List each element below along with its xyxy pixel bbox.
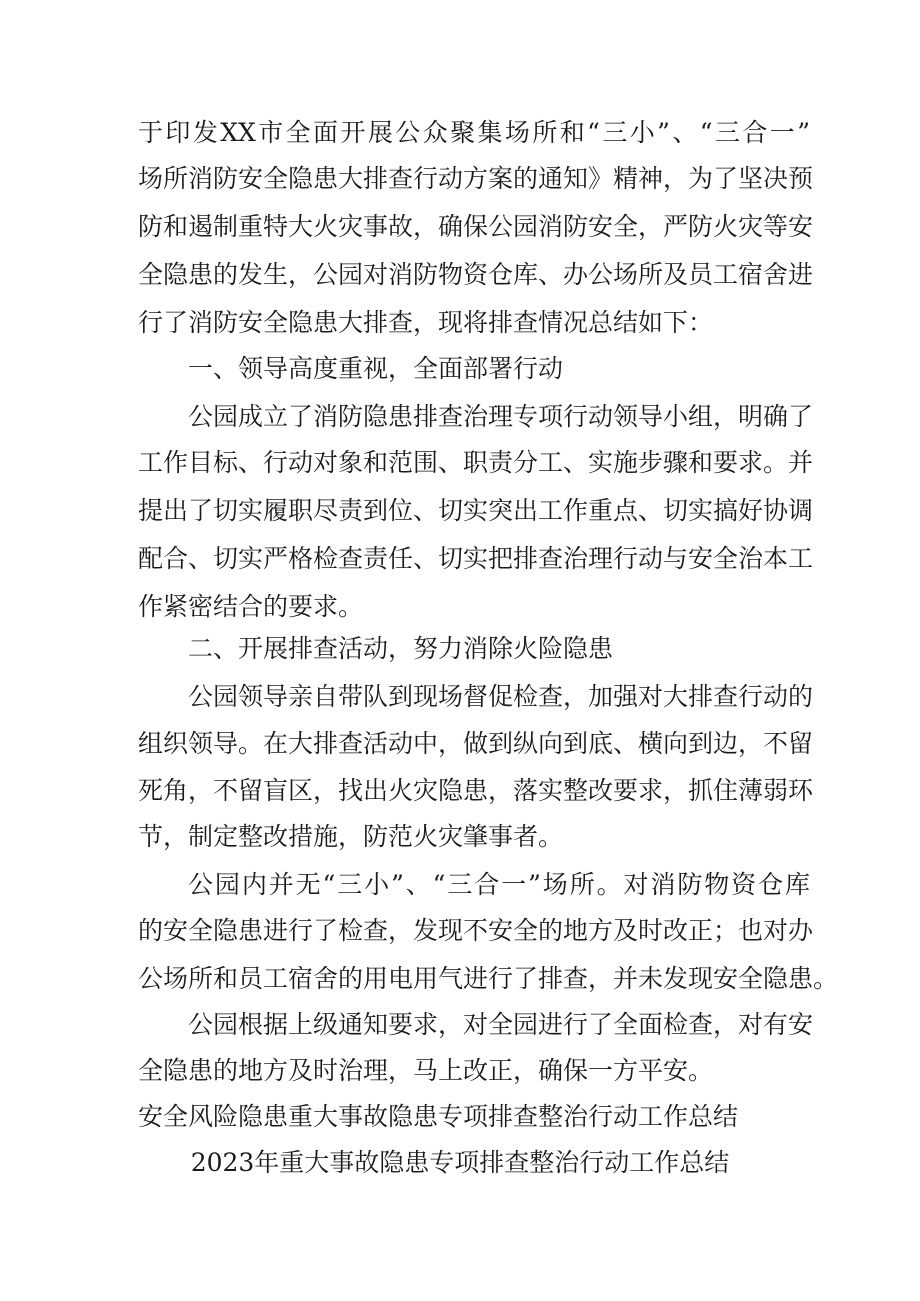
paragraph-line: 公园内并无“三小”、“三合一”场所。对消防物资仓库 (188, 870, 810, 899)
paragraph-line: 场所消防安全隐患大排查行动方案的通知》精神，为了坚决预 (138, 164, 814, 193)
paragraph-line: 节，制定整改措施，防范火灾肇事者。 (138, 822, 564, 851)
paragraph-line: 公场所和员工宿舍的用电用气进行了排查，并未发现安全隐患。 (138, 964, 839, 993)
section-heading: 一、领导高度重视，全面部署行动 (188, 354, 564, 383)
paragraph-line: 配合、切实严格检查责任、切实把排查治理行动与安全治本工 (138, 544, 814, 573)
paragraph-line: 工作目标、行动对象和范围、职责分工、实施步骤和要求。并 (138, 448, 814, 477)
paragraph-line: 公园成立了消防隐患排查治理专项行动领导小组，明确了 (188, 402, 814, 431)
paragraph-line: 于印发XX市全面开展公众聚集场所和“三小”、“三合一” (138, 118, 810, 147)
paragraph-line: 全隐患的地方及时治理，马上改正，确保一方平安。 (138, 1056, 714, 1085)
paragraph-line: 防和遏制重特大火灾事故，确保公园消防安全，严防火灾等安 (138, 212, 814, 241)
paragraph-line: 提出了切实履职尽责到位、切实突出工作重点、切实搞好协调 (138, 496, 814, 525)
paragraph-line: 死角，不留盲区，找出火灾隐患，落实整改要求，抓住薄弱环 (138, 776, 814, 805)
paragraph-line: 安全风险隐患重大事故隐患专项排查整治行动工作总结 (138, 1102, 739, 1131)
paragraph-line: 的安全隐患进行了检查，发现不安全的地方及时改正；也对办 (138, 916, 814, 945)
paragraph-line: 组织领导。在大排查活动中，做到纵向到底、横向到边，不留 (138, 729, 814, 758)
paragraph-line: 公园领导亲自带队到现场督促检查，加强对大排查行动的 (188, 682, 814, 711)
paragraph-line: 作紧密结合的要求。 (138, 592, 364, 621)
section-heading: 二、开展排查活动，努力消除火险隐患 (188, 634, 614, 663)
paragraph-line: 行了消防安全隐患大排查，现将排查情况总结如下： (138, 308, 714, 337)
paragraph-line: 全隐患的发生，公园对消防物资仓库、办公场所及员工宿舍进 (138, 260, 814, 289)
document-title: 2023年重大事故隐患专项排查整治行动工作总结 (190, 1148, 730, 1177)
paragraph-line: 公园根据上级通知要求，对全园进行了全面检查，对有安 (188, 1010, 814, 1039)
